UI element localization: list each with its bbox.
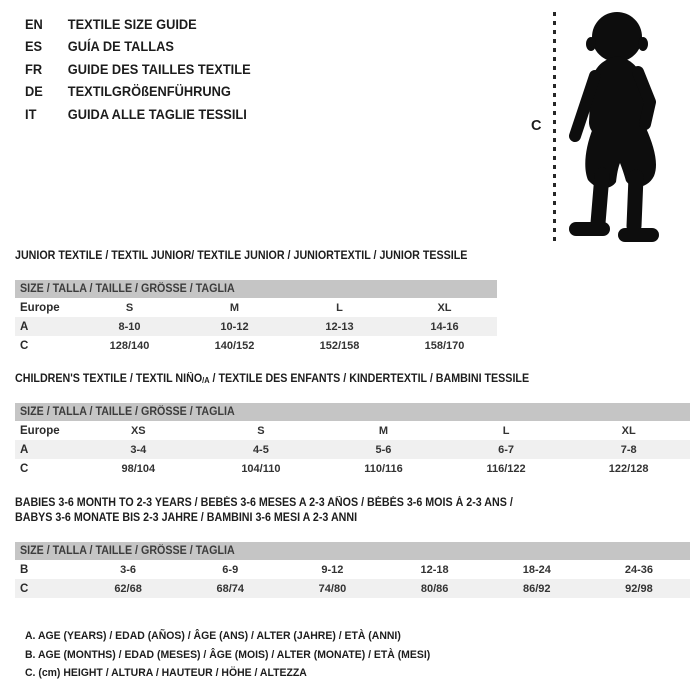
value-cell: 3-6 bbox=[120, 563, 137, 576]
value-cell: 86/92 bbox=[523, 582, 551, 595]
age-years-row bbox=[15, 440, 690, 459]
height-cm-row bbox=[15, 459, 690, 478]
value-cell: 158/170 bbox=[424, 339, 465, 352]
value-cell: 122/128 bbox=[608, 462, 649, 475]
language-label: TEXTILGRÖßENFÜHRUNG bbox=[67, 84, 231, 100]
region-label: Europe bbox=[20, 301, 60, 314]
value-cell: 62/68 bbox=[114, 582, 142, 595]
babies-table-title-line2: BABYS 3-6 MONATE BIS 2-3 JAHRE / BAMBINI 3-6 MESI A 2-3 ANNI bbox=[15, 512, 358, 524]
value-cell: 3-4 bbox=[130, 443, 147, 456]
value-cell: 14-16 bbox=[430, 320, 459, 333]
language-code: IT bbox=[25, 106, 37, 122]
value-cell: 7-8 bbox=[620, 443, 637, 456]
value-cell: 68/74 bbox=[216, 582, 245, 595]
language-row-en bbox=[25, 14, 251, 36]
value-cell: 5-6 bbox=[375, 443, 392, 456]
size-header-label: SIZE / TALLA / TAILLE / GRÖSSE / TAGLIA bbox=[20, 545, 235, 557]
children-table-title bbox=[15, 373, 643, 387]
value-cell: 110/116 bbox=[364, 462, 403, 475]
row-label: C bbox=[20, 339, 29, 352]
value-cell: 128/140 bbox=[109, 339, 150, 352]
value-cell: 12-13 bbox=[325, 320, 354, 333]
value-cell: 9-12 bbox=[321, 563, 344, 576]
sizes-row bbox=[15, 298, 497, 317]
language-title-list bbox=[25, 14, 251, 126]
toddler-silhouette-icon bbox=[560, 9, 662, 245]
row-label: A bbox=[20, 443, 29, 456]
row-label: A bbox=[20, 320, 29, 333]
language-row-fr bbox=[25, 59, 251, 81]
value-cell: 140/152 bbox=[214, 339, 255, 352]
babies-table-title-line1: BABIES 3-6 MONTH TO 2-3 YEARS / BEBÉS 3-6 MESES A 2-3 AÑOS / BÉBÉS 3-6 MOIS À 2-3 ANS / bbox=[15, 497, 513, 509]
language-code: DE bbox=[25, 84, 43, 100]
value-cell: 10-12 bbox=[220, 320, 249, 333]
note-age-months: B. AGE (MONTHS) / EDAD (MESES) / ÂGE (MOIS) / ALTER (MONATE) / ETÀ (MESI) bbox=[25, 648, 431, 661]
note-height-cm: C. (cm) HEIGHT / ALTURA / HAUTEUR / HÖHE / ALTEZZA bbox=[25, 667, 307, 679]
size-header-bar bbox=[15, 280, 497, 298]
value-cell: 6-7 bbox=[498, 443, 515, 456]
height-marker-label: C bbox=[531, 118, 542, 134]
size-cell: S bbox=[257, 424, 265, 437]
size-cell: M bbox=[229, 301, 240, 314]
value-cell: 104/110 bbox=[241, 462, 281, 475]
value-cell: 80/86 bbox=[420, 582, 449, 595]
size-cell: M bbox=[378, 424, 389, 437]
language-label: GUIDE DES TAILLES TEXTILE bbox=[67, 61, 251, 77]
language-code: FR bbox=[25, 61, 43, 77]
legend-notes bbox=[25, 627, 430, 683]
value-cell: 116/122 bbox=[486, 462, 526, 475]
note-age-years: A. AGE (YEARS) / EDAD (AÑOS) / ÂGE (ANS) / ALTER (JAHRE) / ETÀ (ANNI) bbox=[25, 630, 401, 642]
children-size-table bbox=[15, 373, 690, 478]
children-title-subscript: /A bbox=[202, 376, 210, 385]
value-cell: 92/98 bbox=[625, 582, 653, 595]
value-cell: 12-18 bbox=[420, 563, 449, 576]
junior-size-table bbox=[15, 250, 497, 355]
row-label: C bbox=[20, 582, 29, 595]
value-cell: 8-10 bbox=[118, 320, 141, 333]
value-cell: 18-24 bbox=[522, 563, 551, 576]
language-label: GUIDA ALLE TAGLIE TESSILI bbox=[67, 106, 247, 122]
children-title-pre: CHILDREN'S TEXTILE / TEXTIL NIÑO bbox=[15, 373, 203, 385]
value-cell: 24-36 bbox=[624, 563, 654, 576]
age-years-row bbox=[15, 317, 497, 336]
size-header-label: SIZE / TALLA / TAILLE / GRÖSSE / TAGLIA bbox=[20, 406, 235, 418]
age-months-row bbox=[15, 560, 690, 579]
height-cm-row bbox=[15, 336, 497, 355]
size-cell: XL bbox=[621, 424, 636, 437]
language-code: ES bbox=[25, 39, 43, 55]
region-label: Europe bbox=[20, 424, 60, 437]
language-label: TEXTILE SIZE GUIDE bbox=[67, 17, 197, 32]
value-cell: 74/80 bbox=[318, 582, 347, 595]
language-code: EN bbox=[25, 17, 43, 32]
size-cell: L bbox=[336, 301, 343, 314]
height-cm-row bbox=[15, 579, 690, 598]
value-cell: 98/104 bbox=[121, 462, 156, 475]
babies-size-table bbox=[15, 496, 690, 598]
sizes-row bbox=[15, 421, 690, 440]
value-cell: 152/158 bbox=[319, 339, 360, 352]
junior-table-title: JUNIOR TEXTILE / TEXTIL JUNIOR/ TEXTILE JUNIOR / JUNIORTEXTIL / JUNIOR TESSILE bbox=[15, 250, 468, 262]
size-header-label: SIZE / TALLA / TAILLE / GRÖSSE / TAGLIA bbox=[20, 283, 235, 295]
value-cell: 4-5 bbox=[252, 443, 269, 456]
size-cell: XL bbox=[437, 301, 452, 314]
children-title-post: / TEXTILE DES ENFANTS / KINDERTEXTIL / BAMBINI TESSILE bbox=[209, 373, 530, 385]
row-label: B bbox=[20, 563, 29, 576]
language-label: GUÍA DE TALLAS bbox=[67, 39, 174, 55]
height-measure-dashed-line bbox=[553, 12, 556, 244]
size-header-bar bbox=[15, 542, 690, 560]
language-row-es bbox=[25, 36, 251, 58]
value-cell: 6-9 bbox=[222, 563, 239, 576]
size-cell: L bbox=[502, 424, 510, 437]
size-cell: S bbox=[125, 301, 134, 314]
language-row-it bbox=[25, 104, 251, 126]
size-header-bar bbox=[15, 403, 690, 421]
size-cell: XS bbox=[130, 424, 146, 437]
row-label: C bbox=[20, 462, 29, 475]
language-row-de bbox=[25, 81, 251, 103]
